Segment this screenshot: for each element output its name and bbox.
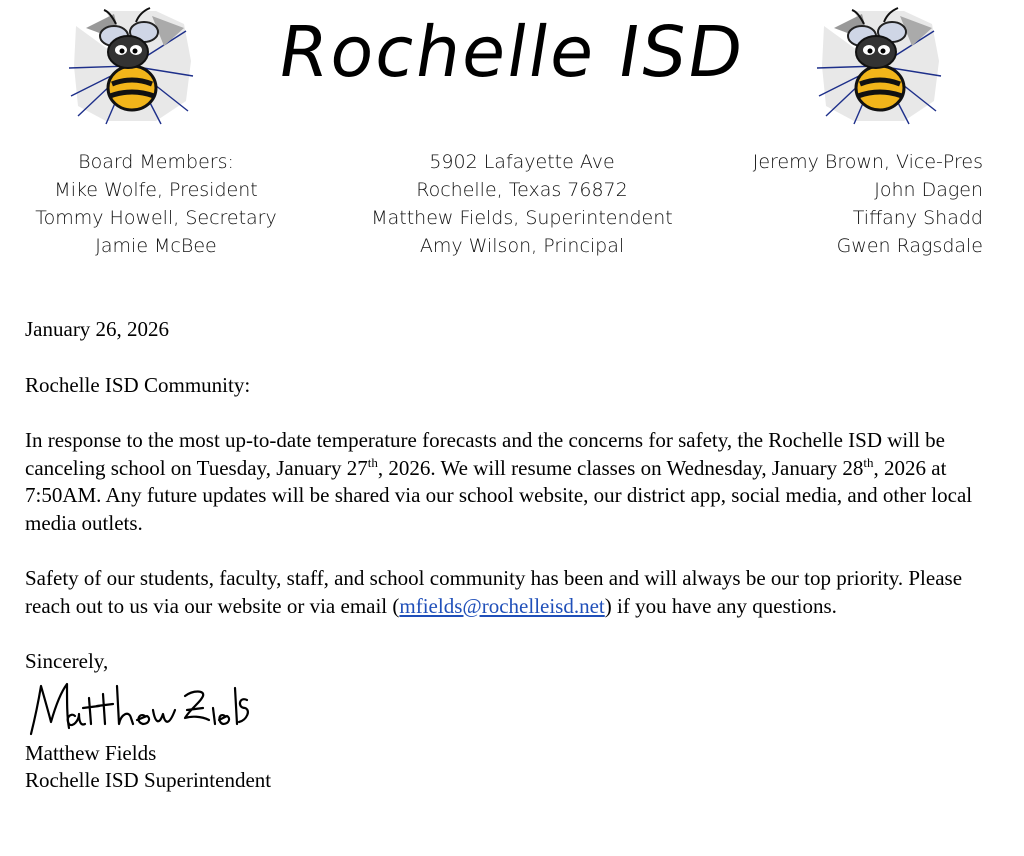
street-address: 5902 Lafayette Ave (429, 151, 615, 173)
board-members-column (30, 148, 282, 260)
district-address-column (352, 148, 692, 260)
letter-date: January 26, 2026 (25, 317, 170, 341)
signer-title: Rochelle ISD Superintendent (25, 768, 272, 792)
board-member: Mike Wolfe, President (54, 179, 258, 201)
city-state-zip: Rochelle, Texas 76872 (416, 179, 628, 201)
hornet-mascot-logo-right (814, 6, 944, 126)
superintendent-line: Matthew Fields, Superintendent (371, 207, 673, 229)
hornet-mascot-logo-left (66, 6, 196, 126)
letter-closing: Sincerely, (25, 649, 109, 673)
ordinal-suffix: th (863, 454, 874, 470)
board-member: John Dagen (874, 179, 983, 201)
closure-text-3: , 2026 at 7:50AM. Any future updates will be shared via our school website, our district app, social media, and other local media outlets. (25, 455, 973, 535)
closure-text-2: , 2026. We will resume classes on Wednesday, January 28 (377, 455, 864, 480)
superintendent-email-link[interactable]: mfields@rochelleisd.net (399, 593, 605, 618)
safety-paragraph (25, 565, 1005, 620)
board-member: Jamie McBee (95, 235, 217, 257)
ordinal-suffix: th (367, 454, 378, 470)
letter-salutation: Rochelle ISD Community: (25, 372, 251, 397)
board-member: Gwen Ragsdale (836, 235, 983, 257)
closure-text-1: In response to the most up-to-date temperature forecasts and the concerns for safety, the Rochelle ISD will be canceling school on Tuesday, January 27 (25, 428, 945, 480)
signer-name: Matthew Fields (25, 740, 157, 765)
safety-text-2: ) if you have any questions. (604, 593, 837, 618)
board-members-column-right (700, 148, 983, 260)
board-member: Tommy Howell, Secretary (35, 207, 277, 229)
letter-body (25, 316, 1005, 795)
safety-text-1: Safety of our students, faculty, staff, and school community has been and will always be our top priority. Please reach out to us via our website or via email ( (25, 566, 963, 618)
board-member: Tiffany Shadd (852, 207, 983, 229)
closure-paragraph (25, 427, 1005, 537)
handwritten-signature (25, 678, 250, 740)
board-members-heading: Board Members: (78, 151, 234, 173)
district-title: Rochelle ISD (278, 11, 746, 93)
board-member: Jeremy Brown, Vice-Pres (752, 151, 983, 173)
principal-line: Amy Wilson, Principal (419, 235, 625, 257)
